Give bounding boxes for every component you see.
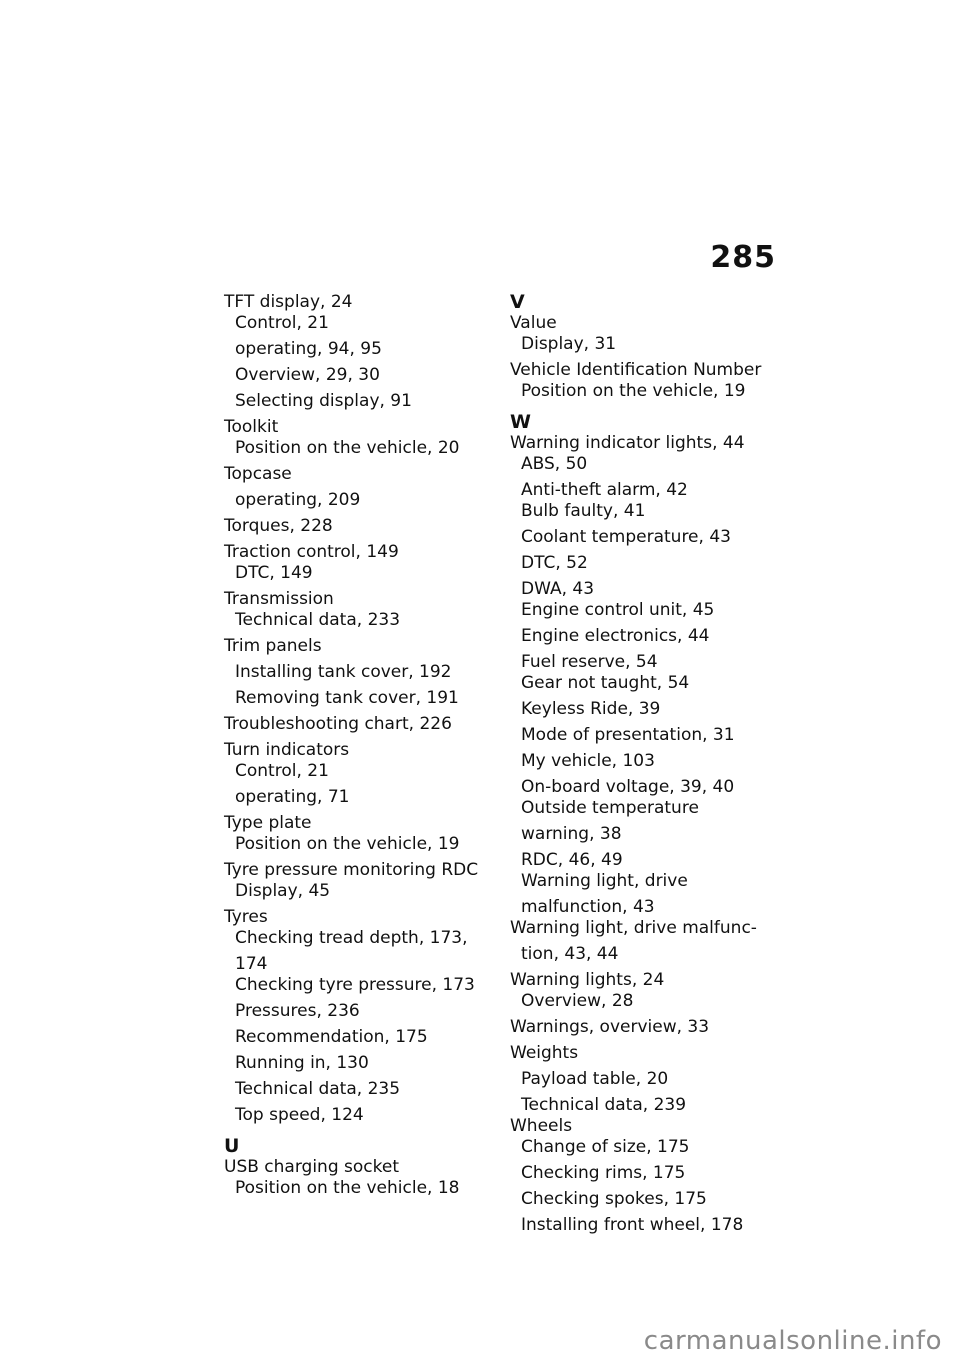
index-subentry: Coolant temperature, 43 — [521, 527, 731, 547]
index-entry: Tyre pressure monitoring RDC — [224, 860, 479, 880]
index-subentry: Installing tank cover, 192 — [235, 662, 452, 682]
index-subentry: Display, 45 — [235, 881, 331, 901]
index-subentry: Checking tread depth, 173, — [235, 928, 468, 948]
index-entry: Value — [510, 313, 557, 333]
index-subentry: Removing tank cover, 191 — [235, 688, 459, 708]
index-subentry: Payload table, 20 — [521, 1069, 669, 1089]
index-subentry: Engine electronics, 44 — [521, 626, 710, 646]
index-column-left — [224, 292, 494, 1199]
index-subentry: Recommendation, 175 — [235, 1027, 428, 1047]
index-subentry: Change of size, 175 — [521, 1137, 690, 1157]
index-subentry: Installing front wheel, 178 — [521, 1215, 744, 1235]
index-entry: Torques, 228 — [224, 516, 333, 536]
index-subentry: Checking spokes, 175 — [521, 1189, 707, 1209]
index-entry: Warning lights, 24 — [510, 970, 665, 990]
index-entry: Transmission — [224, 589, 334, 609]
index-subentry: Top speed, 124 — [235, 1105, 364, 1125]
index-subentry: warning, 38 — [521, 824, 622, 844]
index-subentry: DTC, 52 — [521, 553, 588, 573]
index-entry: Weights — [510, 1043, 579, 1063]
index-entry: Topcase — [224, 464, 292, 484]
index-subentry: Technical data, 235 — [235, 1079, 401, 1099]
index-entry: Vehicle Identification Number — [510, 360, 762, 380]
index-subentry: Selecting display, 91 — [235, 391, 412, 411]
index-subentry: Bulb faulty, 41 — [521, 501, 646, 521]
index-entry: Warning light, drive malfunc- — [510, 918, 757, 938]
index-subentry: Outside temperature — [521, 798, 699, 818]
index-subentry: Fuel reserve, 54 — [521, 652, 658, 672]
index-subentry: Technical data, 233 — [235, 610, 401, 630]
index-subentry: Overview, 29, 30 — [235, 365, 380, 385]
index-entry: Troubleshooting chart, 226 — [224, 714, 452, 734]
index-subentry: Keyless Ride, 39 — [521, 699, 661, 719]
index-subentry: Display, 31 — [521, 334, 617, 354]
index-subentry: Pressures, 236 — [235, 1001, 360, 1021]
index-subentry: Position on the vehicle, 18 — [235, 1178, 460, 1198]
index-subentry: malfunction, 43 — [521, 897, 655, 917]
index-subentry: On-board voltage, 39, 40 — [521, 777, 735, 797]
index-entry: Turn indicators — [224, 740, 350, 760]
index-subentry: Control, 21 — [235, 761, 329, 781]
index-entry: Trim panels — [224, 636, 322, 656]
index-entry: USB charging socket — [224, 1157, 399, 1177]
index-subentry: Engine control unit, 45 — [521, 600, 715, 620]
index-entry: Type plate — [224, 813, 312, 833]
index-subentry: operating, 71 — [235, 787, 350, 807]
index-subentry: DTC, 149 — [235, 563, 313, 583]
index-section-letter: W — [510, 411, 531, 433]
index-subentry: tion, 43, 44 — [521, 944, 619, 964]
index-subentry: RDC, 46, 49 — [521, 850, 623, 870]
index-subentry: ABS, 50 — [521, 454, 588, 474]
page-number: 285 — [710, 240, 776, 275]
index-subentry: Anti-theft alarm, 42 — [521, 480, 688, 500]
index-entry: Warnings, overview, 33 — [510, 1017, 710, 1037]
index-subentry: Position on the vehicle, 20 — [235, 438, 460, 458]
index-subentry: Technical data, 239 — [521, 1095, 687, 1115]
index-section-letter: V — [510, 291, 525, 313]
index-subentry: Gear not taught, 54 — [521, 673, 690, 693]
index-entry: Warning indicator lights, 44 — [510, 433, 745, 453]
index-subentry: My vehicle, 103 — [521, 751, 655, 771]
index-subentry: Position on the vehicle, 19 — [235, 834, 460, 854]
index-entry: Traction control, 149 — [224, 542, 399, 562]
index-subentry: operating, 209 — [235, 490, 361, 510]
index-subentry: Position on the vehicle, 19 — [521, 381, 746, 401]
index-subentry: Warning light, drive — [521, 871, 688, 891]
index-subentry: operating, 94, 95 — [235, 339, 382, 359]
index-subentry: DWA, 43 — [521, 579, 595, 599]
index-column-right — [510, 292, 780, 1236]
index-subentry: Overview, 28 — [521, 991, 634, 1011]
index-entry: Wheels — [510, 1116, 573, 1136]
watermark: carmanualsonline.info — [643, 1326, 942, 1356]
index-subentry: Running in, 130 — [235, 1053, 369, 1073]
index-subentry: Control, 21 — [235, 313, 329, 333]
index-section-letter: U — [224, 1135, 240, 1157]
index-subentry: 174 — [235, 954, 268, 974]
index-subentry: Checking tyre pressure, 173 — [235, 975, 475, 995]
index-entry: TFT display, 24 — [224, 292, 353, 312]
index-subentry: Checking rims, 175 — [521, 1163, 686, 1183]
index-subentry: Mode of presentation, 31 — [521, 725, 735, 745]
index-entry: Toolkit — [224, 417, 279, 437]
index-entry: Tyres — [224, 907, 268, 927]
